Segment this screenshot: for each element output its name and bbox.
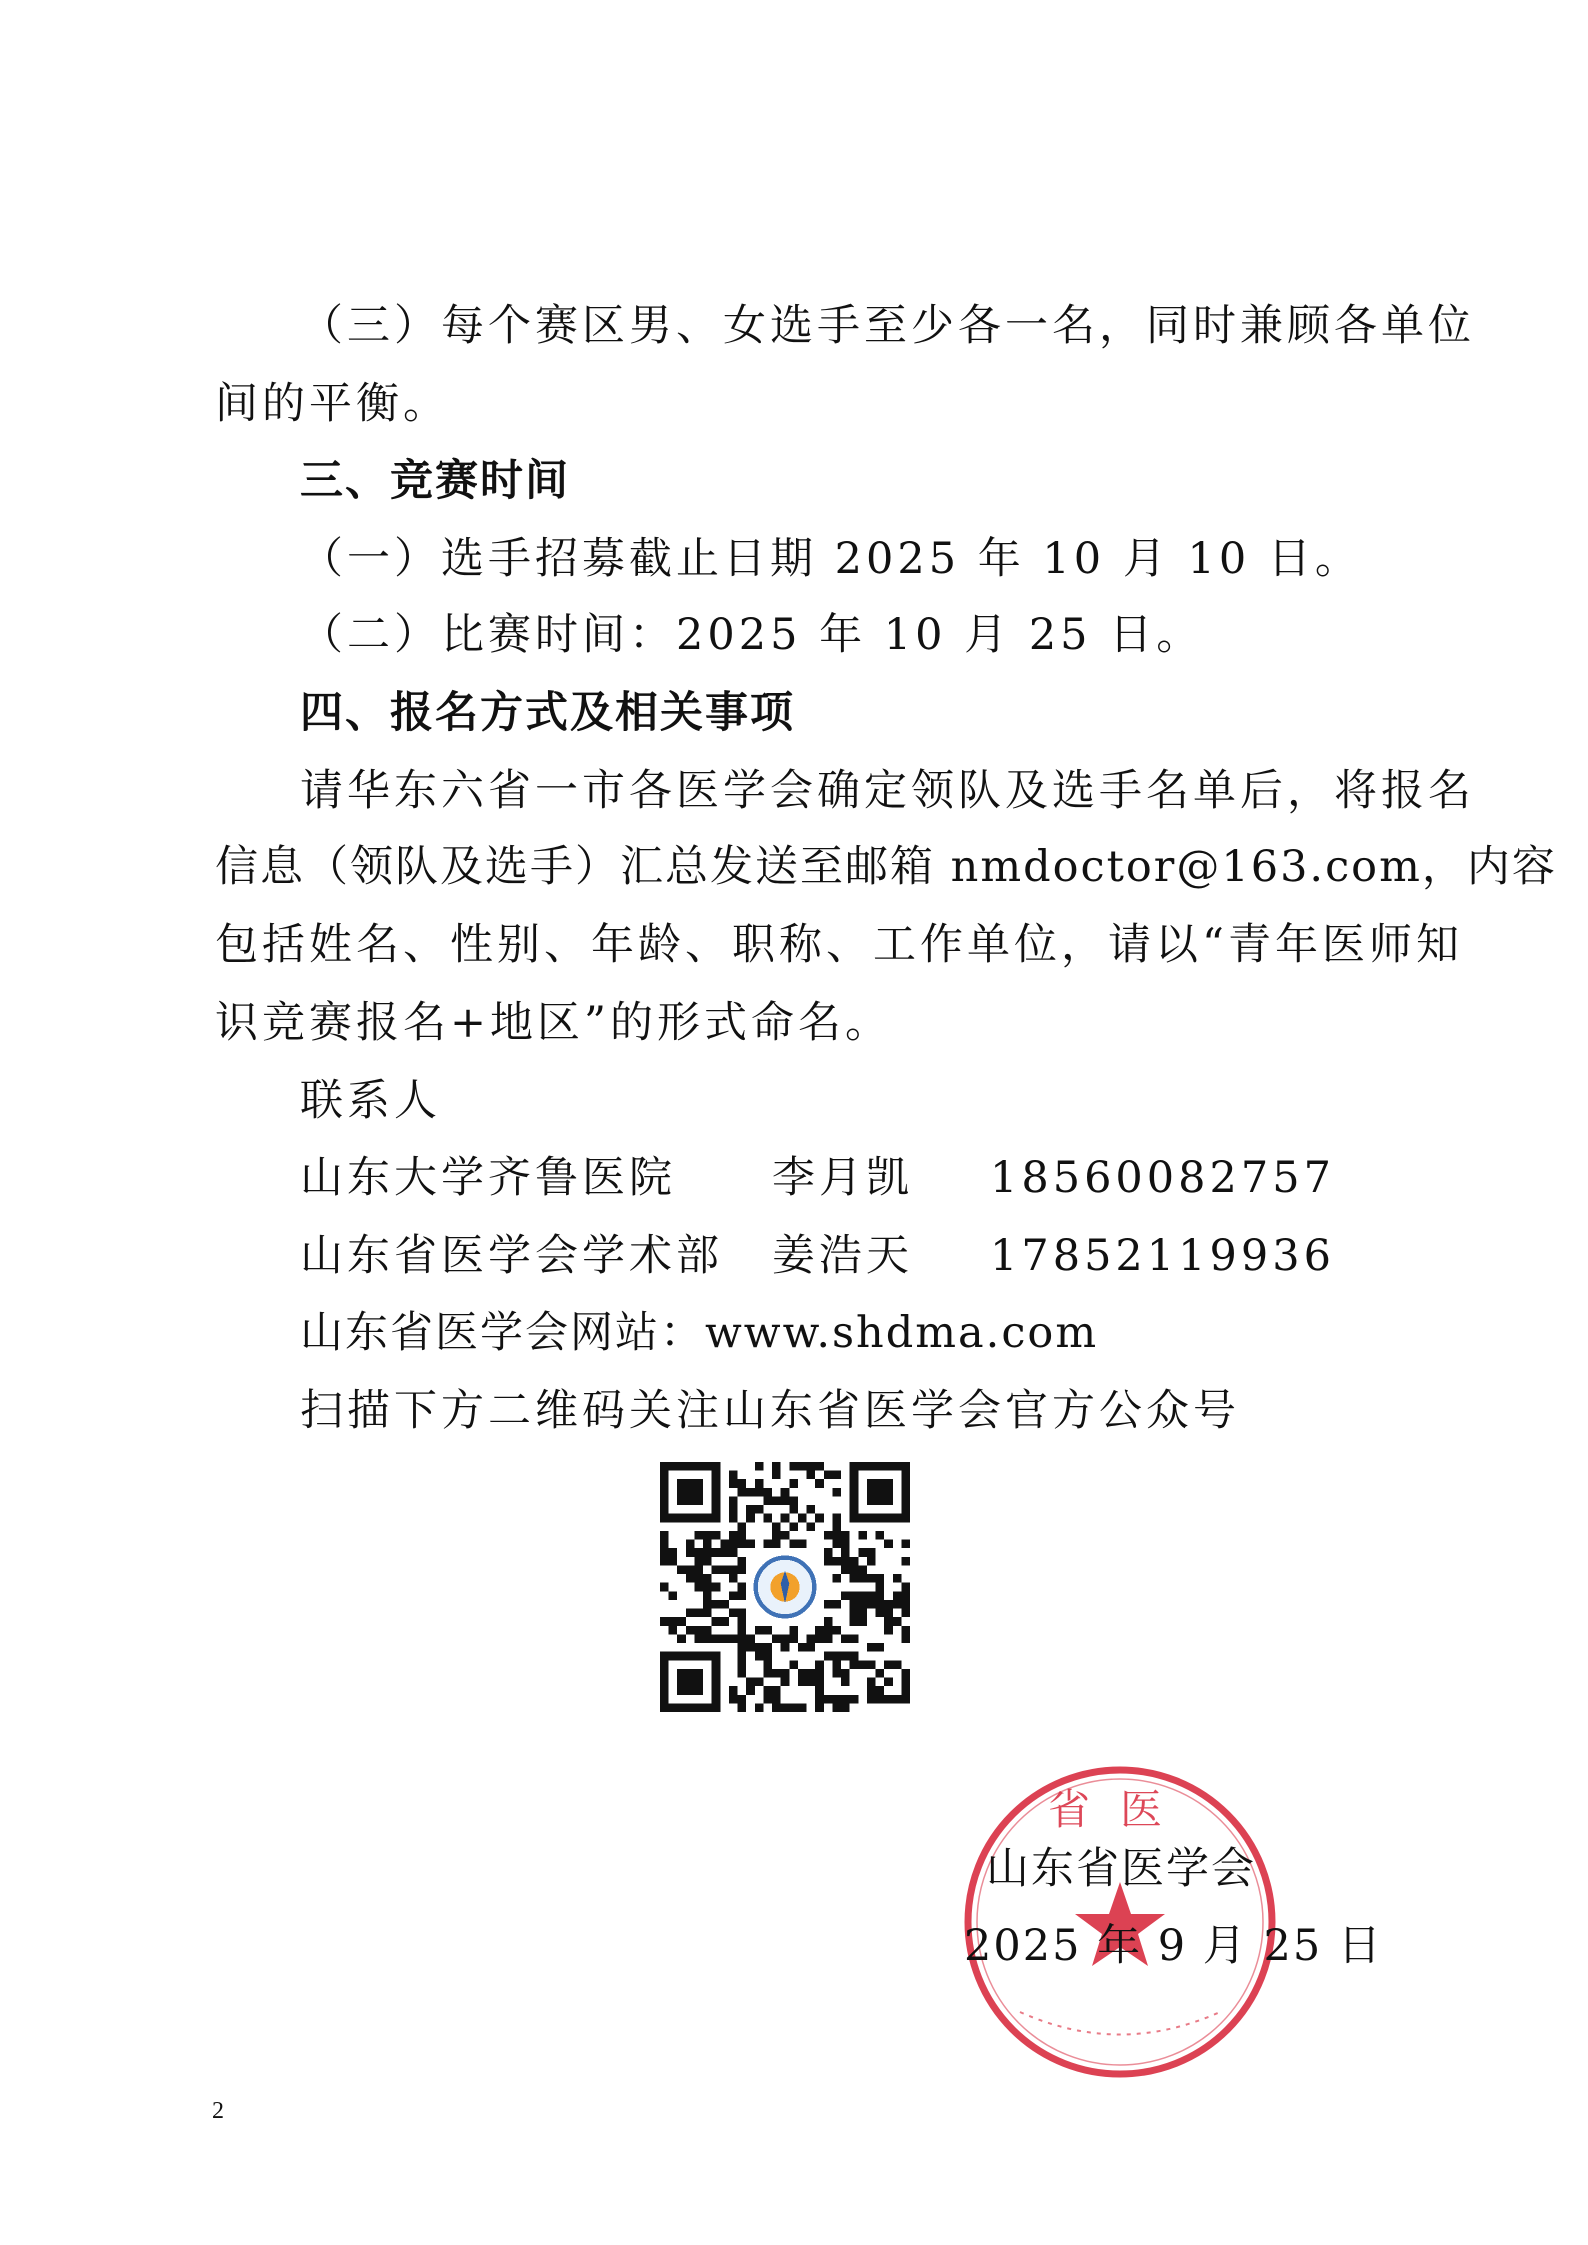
qr-module bbox=[850, 1695, 859, 1704]
qr-module bbox=[850, 1574, 859, 1583]
qr-module bbox=[772, 1531, 781, 1540]
qr-module bbox=[660, 1557, 669, 1566]
qr-module bbox=[807, 1634, 816, 1643]
contacts-label: 联系人 bbox=[300, 1076, 441, 1126]
qr-module bbox=[789, 1703, 798, 1712]
qr-module bbox=[867, 1591, 876, 1600]
qr-module bbox=[789, 1522, 798, 1531]
qr-module bbox=[746, 1540, 755, 1549]
qr-code bbox=[660, 1462, 910, 1712]
qr-module bbox=[781, 1634, 790, 1643]
signature-org: 山东省医学会 bbox=[986, 1844, 1256, 1894]
qr-module bbox=[738, 1652, 747, 1661]
contact-org: 山东省医学会学术部 bbox=[300, 1231, 723, 1281]
qr-module bbox=[703, 1540, 712, 1549]
qr-module bbox=[781, 1531, 790, 1540]
qr-module bbox=[686, 1548, 695, 1557]
qr-module bbox=[815, 1678, 824, 1687]
qr-module bbox=[729, 1548, 738, 1557]
qr-module bbox=[815, 1669, 824, 1678]
qr-module bbox=[738, 1617, 747, 1626]
qr-module bbox=[832, 1669, 841, 1678]
qr-module bbox=[772, 1462, 781, 1471]
qr-module bbox=[832, 1626, 841, 1635]
qr-module bbox=[876, 1574, 885, 1583]
paragraph-line: 包括姓名、性别、年龄、职称、工作单位，请以“青年医师知 bbox=[215, 920, 1463, 970]
qr-module bbox=[901, 1583, 910, 1592]
qr-module bbox=[746, 1678, 755, 1687]
qr-module bbox=[858, 1591, 867, 1600]
qr-module bbox=[694, 1557, 703, 1566]
qr-module bbox=[807, 1643, 816, 1652]
qr-module bbox=[660, 1583, 669, 1592]
qr-module bbox=[893, 1591, 902, 1600]
qr-module bbox=[850, 1591, 859, 1600]
qr-module bbox=[729, 1514, 738, 1523]
qr-module bbox=[824, 1531, 833, 1540]
qr-module bbox=[703, 1548, 712, 1557]
qr-module bbox=[901, 1634, 910, 1643]
qr-module bbox=[694, 1626, 703, 1635]
qr-module bbox=[884, 1695, 893, 1704]
qr-module bbox=[893, 1600, 902, 1609]
qr-module bbox=[867, 1695, 876, 1704]
qr-module bbox=[867, 1574, 876, 1583]
qr-module bbox=[841, 1703, 850, 1712]
contact-name: 姜浩天 bbox=[772, 1231, 913, 1281]
qr-module bbox=[772, 1686, 781, 1695]
qr-module bbox=[893, 1617, 902, 1626]
qr-module bbox=[660, 1617, 669, 1626]
qr-module bbox=[798, 1643, 807, 1652]
qr-module bbox=[703, 1574, 712, 1583]
qr-module bbox=[884, 1600, 893, 1609]
qr-module bbox=[738, 1565, 747, 1574]
qr-module bbox=[858, 1531, 867, 1540]
qr-module bbox=[807, 1669, 816, 1678]
qr-module bbox=[867, 1557, 876, 1566]
qr-module bbox=[729, 1471, 738, 1480]
qr-module bbox=[729, 1565, 738, 1574]
qr-module bbox=[772, 1695, 781, 1704]
paragraph-line: 信息（领队及选手）汇总发送至邮箱 nmdoctor@163.com，内容 bbox=[215, 842, 1557, 892]
qr-module bbox=[763, 1496, 772, 1505]
qr-module bbox=[901, 1695, 910, 1704]
qr-module bbox=[703, 1626, 712, 1635]
qr-module bbox=[815, 1686, 824, 1695]
qr-module bbox=[763, 1669, 772, 1678]
qr-module bbox=[763, 1652, 772, 1661]
qr-module bbox=[807, 1505, 816, 1514]
qr-module bbox=[720, 1634, 729, 1643]
qr-module bbox=[694, 1634, 703, 1643]
paragraph-line: （三）每个赛区男、女选手至少各一名，同时兼顾各单位 bbox=[300, 301, 1475, 351]
qr-module bbox=[738, 1591, 747, 1600]
contact-phone: 17852119936 bbox=[990, 1231, 1335, 1281]
qr-module bbox=[798, 1462, 807, 1471]
qr-module bbox=[832, 1600, 841, 1609]
qr-module bbox=[789, 1496, 798, 1505]
qr-module bbox=[858, 1609, 867, 1618]
qr-module bbox=[703, 1583, 712, 1592]
qr-module bbox=[832, 1652, 841, 1661]
qr-module bbox=[738, 1626, 747, 1635]
qr-module bbox=[729, 1634, 738, 1643]
qr-module bbox=[824, 1652, 833, 1661]
qr-module bbox=[850, 1565, 859, 1574]
qr-module bbox=[789, 1505, 798, 1514]
qr-module bbox=[755, 1626, 764, 1635]
qr-module bbox=[746, 1514, 755, 1523]
qr-module bbox=[781, 1514, 790, 1523]
qr-module bbox=[755, 1505, 764, 1514]
qr-module bbox=[901, 1540, 910, 1549]
qr-module bbox=[841, 1695, 850, 1704]
qr-module bbox=[876, 1669, 885, 1678]
qr-module bbox=[867, 1600, 876, 1609]
qr-module bbox=[772, 1522, 781, 1531]
qr-module bbox=[738, 1488, 747, 1497]
qr-module bbox=[729, 1574, 738, 1583]
qr-module bbox=[841, 1652, 850, 1661]
qr-module bbox=[694, 1609, 703, 1618]
qr-module bbox=[729, 1591, 738, 1600]
qr-module bbox=[841, 1557, 850, 1566]
qr-module bbox=[660, 1540, 669, 1549]
qr-module bbox=[755, 1678, 764, 1687]
qr-module bbox=[703, 1609, 712, 1618]
qr-module bbox=[876, 1591, 885, 1600]
qr-module bbox=[738, 1557, 747, 1566]
qr-module bbox=[755, 1479, 764, 1488]
qr-module bbox=[832, 1540, 841, 1549]
qr-module bbox=[738, 1479, 747, 1488]
qr-module bbox=[677, 1617, 686, 1626]
qr-module bbox=[901, 1686, 910, 1695]
qr-module bbox=[901, 1678, 910, 1687]
qr-module bbox=[824, 1634, 833, 1643]
qr-module bbox=[746, 1488, 755, 1497]
qr-module bbox=[867, 1660, 876, 1669]
qr-module bbox=[824, 1617, 833, 1626]
qr-module bbox=[850, 1557, 859, 1566]
qr-module bbox=[720, 1617, 729, 1626]
qr-module bbox=[729, 1505, 738, 1514]
qr-module bbox=[901, 1626, 910, 1635]
qr-module bbox=[893, 1660, 902, 1669]
qr-module bbox=[815, 1695, 824, 1704]
qr-module bbox=[738, 1695, 747, 1704]
qr-module bbox=[772, 1540, 781, 1549]
qr-module bbox=[893, 1574, 902, 1583]
qr-module bbox=[755, 1643, 764, 1652]
qr-module bbox=[703, 1531, 712, 1540]
qr-module bbox=[832, 1531, 841, 1540]
qr-module bbox=[884, 1617, 893, 1626]
qr-module bbox=[901, 1557, 910, 1566]
qr-module bbox=[867, 1686, 876, 1695]
qr-module bbox=[738, 1522, 747, 1531]
qr-module bbox=[841, 1678, 850, 1687]
qr-module bbox=[815, 1660, 824, 1669]
qr-module bbox=[841, 1634, 850, 1643]
qr-module bbox=[815, 1514, 824, 1523]
section-heading: 四、报名方式及相关事项 bbox=[300, 688, 795, 738]
qr-module bbox=[686, 1609, 695, 1618]
qr-module bbox=[789, 1479, 798, 1488]
qr-module bbox=[738, 1660, 747, 1669]
qr-module bbox=[729, 1695, 738, 1704]
qr-module bbox=[832, 1703, 841, 1712]
paragraph-line: 请华东六省一市各医学会确定领队及选手名单后，将报名 bbox=[300, 766, 1475, 816]
qr-module bbox=[703, 1634, 712, 1643]
qr-module bbox=[876, 1600, 885, 1609]
qr-module bbox=[746, 1634, 755, 1643]
qr-module bbox=[858, 1565, 867, 1574]
qr-module bbox=[738, 1669, 747, 1678]
qr-module bbox=[789, 1626, 798, 1635]
qr-module bbox=[824, 1626, 833, 1635]
qr-module bbox=[686, 1565, 695, 1574]
qr-module bbox=[729, 1531, 738, 1540]
qr-module bbox=[884, 1540, 893, 1549]
qr-module bbox=[677, 1634, 686, 1643]
qr-module bbox=[763, 1514, 772, 1523]
qr-module bbox=[712, 1531, 721, 1540]
qr-module bbox=[669, 1557, 678, 1566]
qr-module bbox=[884, 1660, 893, 1669]
qr-module bbox=[798, 1678, 807, 1687]
qr-module bbox=[789, 1634, 798, 1643]
qr-module bbox=[867, 1548, 876, 1557]
qr-module bbox=[763, 1626, 772, 1635]
qr-module bbox=[876, 1583, 885, 1592]
qr-module bbox=[694, 1531, 703, 1540]
qr-module bbox=[789, 1540, 798, 1549]
qr-module bbox=[858, 1600, 867, 1609]
qr-module bbox=[858, 1574, 867, 1583]
qr-module bbox=[832, 1557, 841, 1566]
qr-module bbox=[824, 1471, 833, 1480]
qr-module bbox=[901, 1600, 910, 1609]
qr-module bbox=[858, 1548, 867, 1557]
qr-module bbox=[798, 1540, 807, 1549]
qr-module bbox=[867, 1643, 876, 1652]
qr-module bbox=[876, 1609, 885, 1618]
qr-module bbox=[807, 1462, 816, 1471]
qr-module bbox=[729, 1686, 738, 1695]
qr-module bbox=[694, 1574, 703, 1583]
qr-module bbox=[738, 1634, 747, 1643]
qr-module bbox=[712, 1548, 721, 1557]
qr-module bbox=[850, 1609, 859, 1618]
qr-module bbox=[763, 1686, 772, 1695]
qr-module bbox=[738, 1609, 747, 1618]
qr-module bbox=[832, 1488, 841, 1497]
signature-date: 2025 年 9 月 25 日 bbox=[964, 1921, 1383, 1971]
qr-module bbox=[893, 1695, 902, 1704]
qr-module bbox=[798, 1514, 807, 1523]
qr-module bbox=[807, 1471, 816, 1480]
contact-phone: 18560082757 bbox=[990, 1153, 1335, 1203]
qr-module bbox=[729, 1609, 738, 1618]
qr-module bbox=[712, 1617, 721, 1626]
paragraph-line: 识竞赛报名+地区”的形式命名。 bbox=[215, 998, 893, 1048]
qr-module bbox=[703, 1557, 712, 1566]
qr-module bbox=[832, 1522, 841, 1531]
qr-module bbox=[832, 1574, 841, 1583]
qr-module bbox=[755, 1703, 764, 1712]
qr-module bbox=[738, 1583, 747, 1592]
qr-module bbox=[832, 1471, 841, 1480]
qr-module bbox=[841, 1565, 850, 1574]
qr-module bbox=[815, 1703, 824, 1712]
qr-module bbox=[789, 1462, 798, 1471]
qr-module bbox=[746, 1505, 755, 1514]
qr-module bbox=[669, 1617, 678, 1626]
qr-module bbox=[712, 1565, 721, 1574]
contact-org: 山东大学齐鲁医院 bbox=[300, 1153, 676, 1203]
qr-module bbox=[815, 1634, 824, 1643]
qr-module bbox=[763, 1695, 772, 1704]
qr-module bbox=[686, 1574, 695, 1583]
qr-module bbox=[703, 1591, 712, 1600]
qr-module bbox=[824, 1600, 833, 1609]
qr-module bbox=[815, 1479, 824, 1488]
qr-module bbox=[850, 1652, 859, 1661]
qr-module bbox=[858, 1660, 867, 1669]
qr-module bbox=[841, 1531, 850, 1540]
qr-module bbox=[763, 1660, 772, 1669]
qr-module bbox=[746, 1686, 755, 1695]
qr-module bbox=[720, 1600, 729, 1609]
qr-module bbox=[763, 1488, 772, 1497]
qr-module bbox=[746, 1643, 755, 1652]
qr-module bbox=[729, 1496, 738, 1505]
qr-module bbox=[867, 1678, 876, 1687]
qr-module bbox=[876, 1643, 885, 1652]
qr-module bbox=[720, 1548, 729, 1557]
qr-module bbox=[858, 1617, 867, 1626]
qr-module bbox=[669, 1548, 678, 1557]
qr-module bbox=[798, 1669, 807, 1678]
contact-name: 李月凯 bbox=[772, 1153, 913, 1203]
qr-module bbox=[755, 1488, 764, 1497]
qr-module bbox=[781, 1488, 790, 1497]
qr-module bbox=[772, 1496, 781, 1505]
qr-module bbox=[712, 1583, 721, 1592]
qr-module bbox=[720, 1540, 729, 1549]
qr-module bbox=[841, 1540, 850, 1549]
qr-module bbox=[876, 1695, 885, 1704]
qr-module bbox=[738, 1540, 747, 1549]
qr-module bbox=[660, 1548, 669, 1557]
qr-module bbox=[798, 1703, 807, 1712]
qr-module bbox=[901, 1591, 910, 1600]
qr-module bbox=[841, 1669, 850, 1678]
qr-module bbox=[772, 1669, 781, 1678]
qr-module bbox=[772, 1703, 781, 1712]
qr-module bbox=[815, 1626, 824, 1635]
paragraph-line: （一）选手招募截止日期 2025 年 10 月 10 日。 bbox=[300, 534, 1362, 584]
qr-module bbox=[781, 1669, 790, 1678]
qr-module bbox=[703, 1600, 712, 1609]
qr-module bbox=[738, 1643, 747, 1652]
qr-module bbox=[850, 1660, 859, 1669]
qr-module bbox=[807, 1522, 816, 1531]
qr-module bbox=[729, 1540, 738, 1549]
qr-module bbox=[884, 1678, 893, 1687]
qr-logo bbox=[751, 1553, 820, 1622]
qr-module bbox=[712, 1634, 721, 1643]
qr-module bbox=[772, 1471, 781, 1480]
qr-module bbox=[694, 1565, 703, 1574]
qr-module bbox=[832, 1660, 841, 1669]
qr-module bbox=[694, 1583, 703, 1592]
qr-module bbox=[738, 1531, 747, 1540]
qr-module bbox=[850, 1600, 859, 1609]
qr-module bbox=[669, 1591, 678, 1600]
qr-module bbox=[807, 1678, 816, 1687]
qr-module bbox=[781, 1703, 790, 1712]
paragraph-line: （二）比赛时间：2025 年 10 月 25 日。 bbox=[300, 610, 1204, 660]
qr-module bbox=[841, 1591, 850, 1600]
qr-module bbox=[832, 1695, 841, 1704]
page-number: 2 bbox=[212, 2098, 224, 2124]
qr-module bbox=[755, 1652, 764, 1661]
qr-module bbox=[781, 1678, 790, 1687]
section-heading: 三、竞赛时间 bbox=[300, 456, 570, 506]
qr-module bbox=[850, 1617, 859, 1626]
qr-module bbox=[850, 1634, 859, 1643]
qr-module bbox=[901, 1669, 910, 1678]
qr-module bbox=[841, 1548, 850, 1557]
qr-module bbox=[729, 1479, 738, 1488]
qr-module bbox=[824, 1557, 833, 1566]
website-line: 山东省医学会网站：www.shdma.com bbox=[300, 1308, 1099, 1358]
qr-module bbox=[789, 1660, 798, 1669]
qr-module bbox=[815, 1462, 824, 1471]
qr-module bbox=[738, 1703, 747, 1712]
qr-module bbox=[660, 1531, 669, 1540]
qr-module bbox=[677, 1565, 686, 1574]
qr-module bbox=[772, 1634, 781, 1643]
qr-module bbox=[755, 1462, 764, 1471]
qr-note: 扫描下方二维码关注山东省医学会官方公众号 bbox=[300, 1386, 1240, 1436]
qr-module bbox=[781, 1643, 790, 1652]
qr-module bbox=[884, 1609, 893, 1618]
qr-module bbox=[763, 1540, 772, 1549]
qr-module bbox=[686, 1540, 695, 1549]
qr-module bbox=[876, 1686, 885, 1695]
qr-module bbox=[832, 1514, 841, 1523]
qr-module bbox=[720, 1565, 729, 1574]
qr-module bbox=[712, 1600, 721, 1609]
qr-module bbox=[824, 1695, 833, 1704]
paragraph-line: 间的平衡。 bbox=[215, 379, 450, 429]
qr-module bbox=[694, 1548, 703, 1557]
seal-text: 省医 bbox=[1047, 1785, 1193, 1834]
qr-module bbox=[876, 1531, 885, 1540]
qr-module bbox=[781, 1496, 790, 1505]
qr-module bbox=[824, 1548, 833, 1557]
qr-module bbox=[884, 1626, 893, 1635]
qr-module bbox=[686, 1626, 695, 1635]
qr-module bbox=[669, 1626, 678, 1635]
qr-module bbox=[901, 1609, 910, 1618]
qr-module bbox=[763, 1643, 772, 1652]
